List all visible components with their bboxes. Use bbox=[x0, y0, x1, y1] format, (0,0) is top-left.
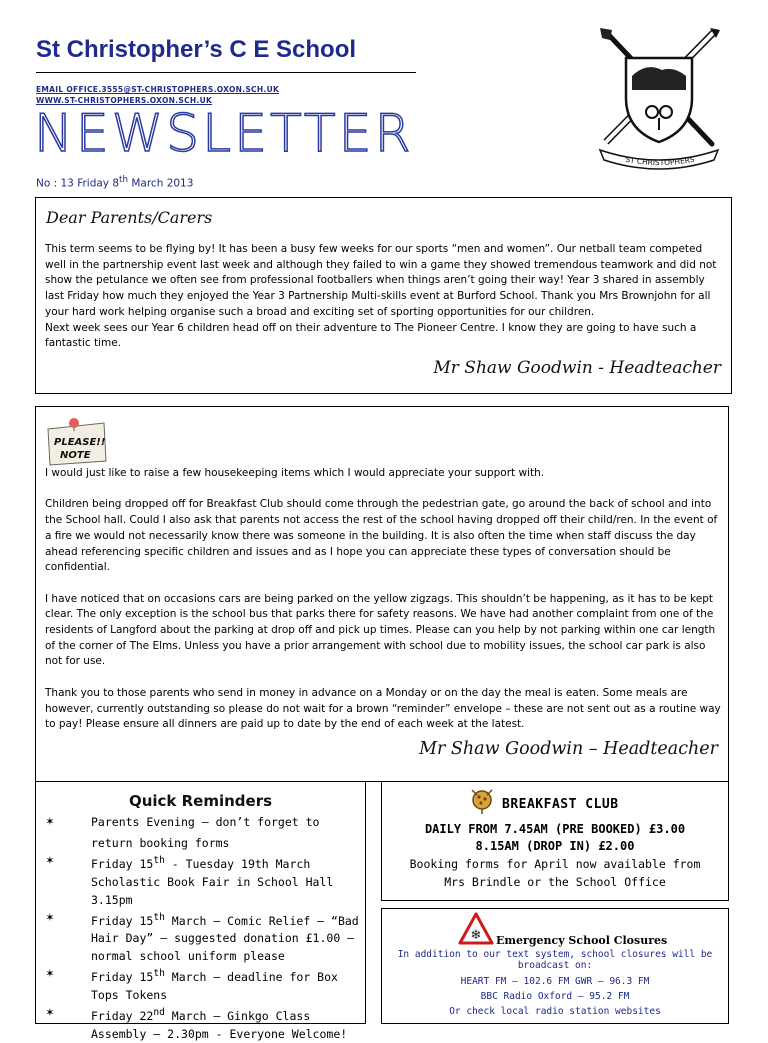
letter-signature: Mr Shaw Goodwin - Headteacher bbox=[433, 358, 721, 378]
notice-paragraph: I would just like to raise a few housekeeping items which I would appreciate your support with. bbox=[45, 467, 545, 479]
letter-body bbox=[45, 242, 725, 352]
letter-salutation: Dear Parents/Carers bbox=[46, 208, 213, 227]
reminders-title: Quick Reminders bbox=[128, 792, 273, 810]
letter-paragraph: Next week sees our Year 6 children head off on their adventure to The Pioneer Centre. I know they are going to have such a fantastic time. bbox=[45, 321, 697, 350]
reminder-item: ✶ Parents Evening – don’t forget to return booking forms bbox=[46, 814, 320, 850]
reminder-item: ✶ Friday 15th March – Comic Relief – “Bad Hair Day” – suggested donation £1.00 – normal school uniform please bbox=[46, 909, 359, 964]
emergency-stations: HEART FM – 102.6 FM GWR – 96.3 FM bbox=[460, 976, 650, 987]
breakfast-booking-contact: Mrs Brindle or the School Office bbox=[444, 875, 666, 889]
notice-paragraph: I have noticed that on occasions cars are being parked on the yellow zigzags. This shouldn’t be happening, as it has to be kept clear. The only exception is the school bus that parks there for safety reasons. We have had another complaint from one of the residents of Langford about the parking at drop off and pick up times. Please can you help by not parking within one car length of the corner of The Elms. Unless you have a prior arrangement with school due to mobility issues, the school car park is also not for use. bbox=[45, 592, 716, 668]
website-link[interactable]: WWW.ST-CHRISTOPHERS.OXON.SCH.UK bbox=[36, 96, 213, 105]
newsletter-masthead: NEWSLETTER bbox=[34, 104, 414, 164]
housekeeping-notice bbox=[35, 406, 729, 782]
emergency-bbc-station: BBC Radio Oxford – 95.2 FM bbox=[480, 991, 630, 1002]
breakfast-dropin-price: 8.15AM (DROP IN) £2.00 bbox=[475, 839, 635, 853]
quick-reminders-panel bbox=[35, 781, 366, 1042]
reminder-item: ✶ Friday 15th - Tuesday 19th March Scholastic Book Fair in School Hall 3.15pm bbox=[46, 852, 334, 907]
letter-paragraph: This term seems to be flying by! It has been a busy few weeks for our sports “men and women”. Our netball team competed well in the partnership event last week and although they failed to win a game they showed tremendous teamwork and did not show the petulance we often see from professional footballers when things aren’t going their way! Year 3 shared in assembly last Friday how much they enjoyed the Year 3 Partnership Multi-skills event at Burford School. Thank you Mrs Brownjohn for all your hard work helping organise such a broad and exciting set of sporting opportunities for our children. bbox=[45, 243, 717, 318]
notice-body bbox=[45, 466, 721, 749]
notice-paragraph: Thank you to those parents who send in money in advance on a Monday or on the day the meal is eaten. Some meals are however, currently outstanding so please do not wait for a brown “reminder” envelope – these are not sent out as a routine way to pay! Please ensure all dinners are paid up to date by the end of each week at the latest. bbox=[45, 686, 721, 731]
svg-text:❄: ❄ bbox=[470, 928, 482, 943]
emergency-intro: In addition to our text system, school closures will be broadcast on: bbox=[397, 949, 713, 971]
please-note-icon bbox=[44, 415, 110, 467]
breakfast-bowl-icon bbox=[468, 787, 496, 815]
breakfast-club-title: BREAKFAST CLUB bbox=[502, 797, 619, 812]
notice-paragraph: Children being dropped off for Breakfast Club should come through the pedestrian gate, go around the back of school and into the School hall. Could I also ask that parents not access the rest of the school having dropped off their child/ren. In the event of a fire we would not necessarily know there was someone in the building. It is also often the time when staff discuss the day ahead referencing specific children and issues and as I hope you can appreciate these types of conversation should be confidential. bbox=[45, 498, 718, 574]
breakfast-club-panel bbox=[381, 781, 729, 901]
svg-text:ST CHRISTOPHERS bbox=[625, 155, 696, 167]
emergency-closures-panel bbox=[381, 908, 729, 1024]
breakfast-prebooked-price: DAILY FROM 7.45AM (PRE BOOKED) £3.00 bbox=[424, 822, 686, 836]
breakfast-booking-note: Booking forms for April now available from bbox=[409, 857, 701, 871]
title-divider bbox=[36, 72, 416, 73]
issue-line: No : 13 Friday 8th March 2013 bbox=[36, 175, 194, 190]
crest-banner-text: ST CHRISTOPHERS bbox=[624, 154, 696, 168]
email-link[interactable]: EMAIL OFFICE.3555@ST-CHRISTOPHERS.OXON.SCH.UK bbox=[36, 85, 280, 94]
star-bullet-icon: ✶ bbox=[46, 852, 54, 868]
star-bullet-icon: ✶ bbox=[46, 909, 54, 925]
reminders-list bbox=[46, 813, 361, 1043]
reminder-item: ✶ Friday 15th March – deadline for Box Tops Tokens bbox=[46, 966, 338, 1003]
please-note-line1: PLEASE!! bbox=[54, 437, 106, 448]
reminder-item: ✶ Friday 22nd March – Ginkgo Class Assembly – 2.30pm - Everyone Welcome! bbox=[46, 1005, 348, 1042]
star-bullet-icon: ✶ bbox=[46, 966, 54, 982]
emergency-websites-note: Or check local radio station websites bbox=[449, 1006, 661, 1017]
school-name: St Christopher’s C E School bbox=[36, 36, 357, 63]
star-bullet-icon: ✶ bbox=[46, 1005, 54, 1021]
please-note-line2: NOTE bbox=[60, 450, 91, 461]
star-bullet-icon: ✶ bbox=[46, 814, 54, 829]
notice-signature: Mr Shaw Goodwin – Headteacher bbox=[419, 739, 718, 759]
snow-warning-icon bbox=[458, 912, 494, 946]
emergency-title: Emergency School Closures bbox=[496, 934, 668, 947]
school-crest-logo bbox=[596, 26, 722, 171]
headteacher-letter bbox=[35, 197, 732, 394]
